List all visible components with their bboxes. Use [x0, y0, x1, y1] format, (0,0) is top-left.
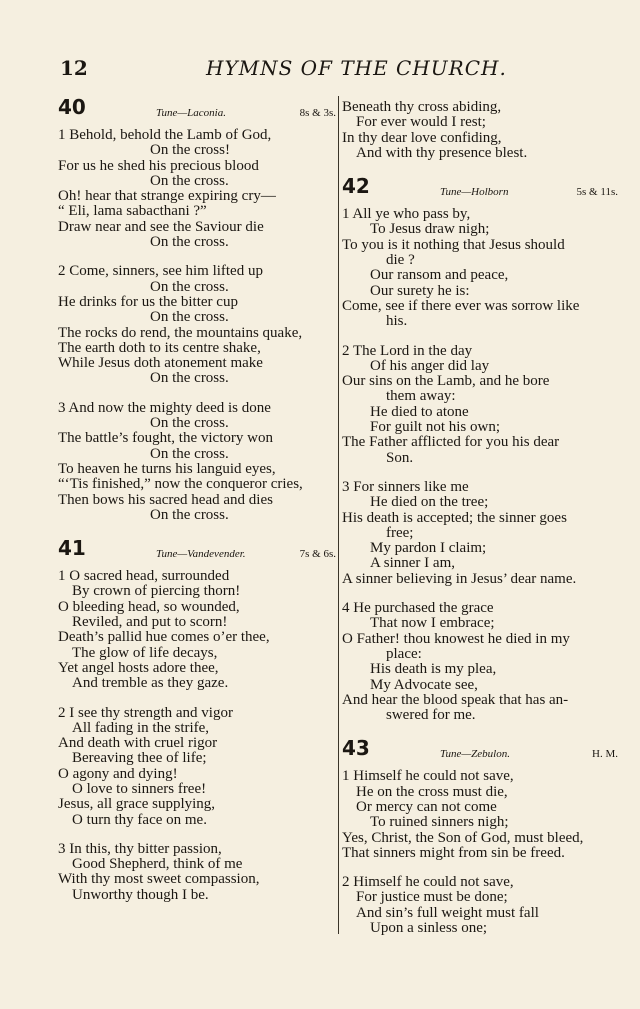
stanza	[58, 128, 336, 250]
verse-line: them away:	[386, 388, 456, 405]
meter: H. M.	[592, 748, 618, 761]
hymn-header	[58, 95, 336, 124]
column-divider	[338, 96, 339, 934]
verse-line: Come, see if there ever was sorrow like	[342, 297, 580, 314]
verse-line: His death is my plea,	[370, 661, 497, 678]
verse-line: 1 All ye who pass by,	[342, 206, 471, 223]
verse-line: 2 Come, sinners, see him lifted up	[58, 263, 263, 280]
hymn-header	[342, 736, 618, 765]
verse-line: For ever would I rest;	[356, 114, 486, 131]
stanza	[58, 706, 336, 828]
verse-line: Our ransom and peace,	[370, 267, 509, 284]
verse-line: The earth doth to its centre shake,	[58, 339, 261, 356]
verse-line: Then bows his sacred head and dies	[58, 491, 273, 508]
verse-line: On the cross.	[150, 445, 229, 462]
verse-line: A sinner believing in Jesus’ dear name.	[342, 570, 577, 587]
verse-line: That sinners might from sin be freed.	[342, 844, 565, 861]
verse-line: “‘Tis finished,” now the conqueror cries,	[58, 476, 303, 493]
verse-line: 4 He purchased the grace	[342, 600, 494, 617]
hymn-number: 43	[342, 736, 370, 761]
verse-line: My pardon I claim;	[370, 540, 487, 557]
verse-line: Reviled, and put to scorn!	[72, 614, 228, 631]
page-number: 12	[60, 56, 88, 80]
verse-line: Yet angel hosts adore thee,	[58, 659, 219, 676]
verse-line: Our sins on the Lamb, and he bore	[342, 373, 550, 390]
verse-line: A sinner I am,	[370, 555, 455, 572]
stanza	[58, 401, 336, 523]
verse-line: O agony and dying!	[58, 765, 178, 782]
verse-line: On the cross.	[150, 172, 229, 189]
verse-line: On the cross.	[150, 370, 229, 387]
stanza	[58, 264, 336, 386]
verse-line: 2 I see thy strength and vigor	[58, 704, 233, 721]
verse-line: On the cross.	[150, 278, 229, 295]
verse-line: He drinks for us the bitter cup	[58, 293, 238, 310]
verse-line: free;	[386, 524, 414, 541]
verse-line: O turn thy face on me.	[72, 811, 207, 828]
page-header	[60, 56, 600, 80]
verse-line: O love to sinners free!	[72, 780, 207, 797]
tune-name: Tune—Holborn	[440, 186, 509, 199]
hymn-43	[342, 736, 618, 937]
stanza	[342, 207, 618, 329]
verse-line: And sin’s full weight must fall	[356, 904, 539, 921]
verse-line: And death with cruel rigor	[58, 735, 218, 752]
verse-line: The glow of life decays,	[72, 644, 218, 661]
verse-line: Our surety he is:	[370, 282, 470, 299]
tune-name: Tune—Laconia.	[156, 107, 226, 119]
right-column	[342, 100, 618, 954]
verse-line: That now I embrace;	[370, 615, 495, 632]
verse-line: My Advocate see,	[370, 676, 478, 693]
meter: 8s & 3s.	[299, 107, 336, 119]
verse-line: To heaven he turns his languid eyes,	[58, 460, 276, 477]
verse-line: Yes, Christ, the Son of God, must bleed,	[342, 829, 584, 846]
verse-line: die ?	[386, 252, 415, 269]
verse-line: To ruined sinners nigh;	[370, 814, 509, 831]
stanza	[58, 569, 336, 691]
verse-line: 2 Himself he could not save,	[342, 874, 514, 891]
verse-line: Jesus, all grace supplying,	[58, 796, 216, 813]
verse-line: The rocks do rend, the mountains quake,	[58, 324, 303, 341]
verse-line: “ Eli, lama sabacthani ?”	[58, 203, 207, 220]
verse-line: his.	[386, 313, 408, 330]
hymn-header	[58, 536, 336, 565]
continued-stanza	[342, 100, 618, 161]
stanza	[342, 875, 618, 936]
running-title: HYMNS OF THE CHURCH.	[206, 56, 507, 80]
stanza	[342, 769, 618, 861]
verse-line: Of his anger did lay	[370, 357, 490, 374]
verse-line: By crown of piercing thorn!	[72, 583, 241, 600]
verse-line: For guilt not his own;	[370, 419, 501, 436]
tune-name: Tune—Zebulon.	[440, 748, 510, 761]
verse-line: The battle’s fought, the victory won	[58, 430, 273, 447]
meter: 5s & 11s.	[576, 186, 618, 199]
verse-line: He died to atone	[370, 403, 469, 420]
verse-line: O bleeding head, so wounded,	[58, 598, 240, 615]
verse-line: 1 Himself he could not save,	[342, 768, 514, 785]
verse-line: All fading in the strife,	[72, 719, 210, 736]
meter: 7s & 6s.	[299, 548, 336, 561]
verse-line: place:	[386, 645, 422, 662]
verse-line: And tremble as they gaze.	[72, 675, 229, 692]
verse-line: For justice must be done;	[356, 889, 508, 906]
verse-line: Beneath thy cross abiding,	[342, 99, 502, 115]
stanza	[342, 344, 618, 466]
verse-line: To you is it nothing that Jesus should	[342, 236, 565, 253]
left-column	[58, 95, 336, 921]
verse-line: On the cross!	[150, 142, 230, 159]
verse-line: 1 O sacred head, surrounded	[58, 568, 230, 585]
hymn-40	[58, 95, 336, 523]
verse-line: While Jesus doth atonement make	[58, 355, 263, 372]
stanza	[342, 480, 618, 587]
verse-line: Or mercy can not come	[356, 798, 497, 815]
verse-line: With thy most sweet compassion,	[58, 871, 260, 888]
verse-line: 2 The Lord in the day	[342, 342, 473, 359]
verse-line: He on the cross must die,	[356, 783, 508, 800]
verse-line: 1 Behold, behold the Lamb of God,	[58, 127, 272, 143]
tune-name: Tune—Vandevender.	[156, 548, 246, 561]
verse-line: On the cross.	[150, 506, 229, 523]
hymn-number: 41	[58, 536, 86, 561]
hymn-number: 42	[342, 174, 370, 199]
verse-line: On the cross.	[150, 309, 229, 326]
verse-line: Unworthy though I be.	[72, 886, 209, 903]
hymn-number: 40	[58, 95, 86, 119]
verse-line: Death’s pallid hue comes o’er thee,	[58, 629, 270, 646]
verse-line: Upon a sinless one;	[370, 920, 488, 937]
verse-line: 3 In this, thy bitter passion,	[58, 840, 222, 857]
verse-line: For us he shed his precious blood	[58, 157, 259, 174]
verse-line: On the cross.	[150, 234, 229, 251]
verse-line: He died on the tree;	[370, 494, 489, 511]
verse-line: Draw near and see the Saviour die	[58, 218, 264, 235]
verse-line: 3 And now the mighty deed is done	[58, 399, 271, 416]
verse-line: Bereaving thee of life;	[72, 750, 207, 767]
verse-line: In thy dear love confiding,	[342, 129, 502, 146]
verse-line: Son.	[386, 449, 414, 466]
verse-line: Good Shepherd, think of me	[72, 856, 243, 873]
verse-line: On the cross.	[150, 415, 229, 432]
stanza	[58, 842, 336, 903]
verse-line: swered for me.	[386, 707, 476, 724]
verse-line: His death is accepted; the sinner goes	[342, 509, 567, 526]
hymn-42	[342, 174, 618, 724]
verse-line: The Father afflicted for you his dear	[342, 434, 560, 451]
verse-line: Oh! hear that strange expiring cry—	[58, 188, 276, 205]
stanza	[342, 601, 618, 723]
verse-line: O Father! thou knowest he died in my	[342, 630, 570, 647]
verse-line: And hear the blood speak that has an-	[342, 691, 569, 708]
hymn-41	[58, 536, 336, 903]
verse-line: And with thy presence blest.	[356, 144, 528, 161]
verse-line: 3 For sinners like me	[342, 478, 469, 495]
hymn-header	[342, 174, 618, 203]
verse-line: To Jesus draw nigh;	[370, 221, 490, 238]
